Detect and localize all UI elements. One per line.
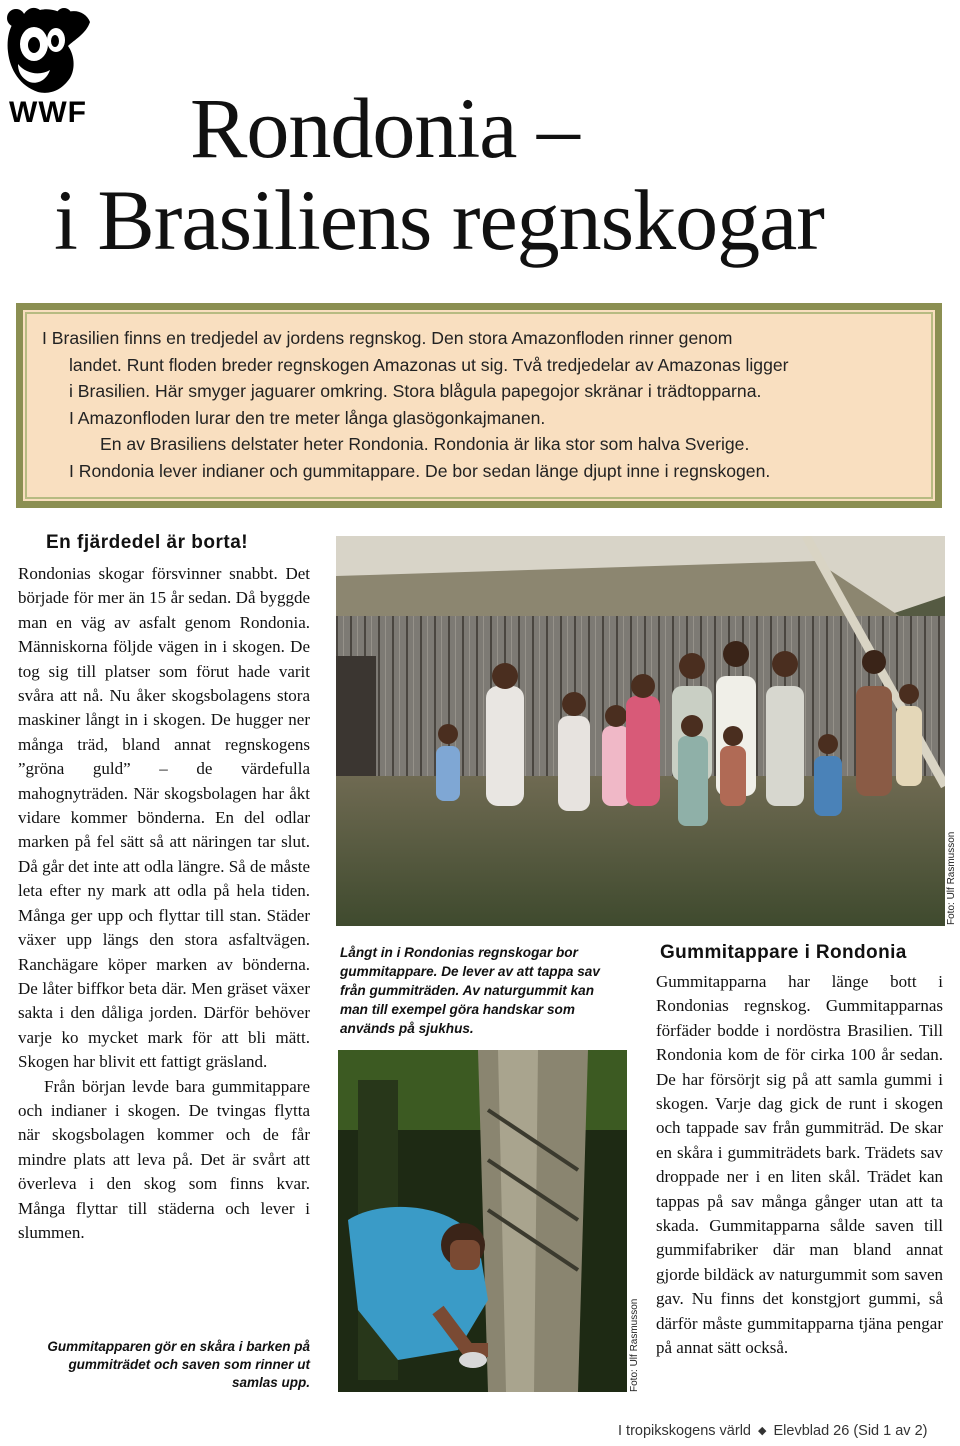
- right-column-text: Gummitapparna har länge bott i Rondonias regnskog. Gummitapparnas förfäder bodde i nordöstra Brasilien. Till Rondonia kom de för cirka 100 år sedan. De har försörjt sig på att samla gummi i skogen. Varje dag gick de runt i skogen och tappade sav från gummiträd. De skar en skåra i gummiträdets bark. Trädets sav droppade ner i en liten skål. Trädet kan tappas på sav många gånger utan att ta skada. Gummitapparna sålde saven till gummifabriker där man bland annat gjorde bildäck av naturgummit som saven gav. Nu finns det konstgjort gummi, så därför måste gummitapparna tjäna pengar på annat sätt också.: [656, 972, 943, 1358]
- photo-caption-village: Långt in i Rondonias regnskogar bor gummitappare. De lever av att tappa sav från gummiträden. Av naturgummit kan man till exempel göra handskar som används på sjukhus.: [340, 945, 600, 1036]
- left-heading: En fjärdedel är borta!: [46, 532, 249, 553]
- title-line-2: i Brasiliens regnskogar: [54, 172, 824, 268]
- left-paragraph-1: Rondonias skogar försvinner snabbt. Det började för mer än 15 år sedan. Då byggde man en väg av asfalt genom Rondonia. Människorna följde vägen in i skogen. De tog sig till platser som förut hade varit svåra att nå. Nu åker skogsbolagens stora maskiner långt in i skogen. De hugger ner många träd, bland annat regnskogens ”gröna guld” – de värdefulla mahognyträden. När skogsbolagen har åkt vidare kommer bönderna. En del odlar marken på fel sätt så att näringen tar slut. Då går det inte att odla längre. Så de måste leta efter ny mark att odla på hela tiden. Många ger upp och flyttar till stan. Städer växer upp längs den stora asfaltvägen. Ranchägare köper marken av bönderna. De låter biffkor beta där. Men gräset växer sakta i den dåliga jorden. Därför behöver varje ko mycket mark för att bli mätt. Skogen har blivit ett fattigt gräsland.: [18, 564, 310, 1072]
- left-paragraph-2: Från början levde bara gummitappare och indianer i skogen. De tvingas flytta när skogsbolagen kommer och de får mindre plats att leva på. Det är svårt att överleva i den skog som finns kvar. Många flyttar till städerna och lever i slummen.: [18, 1076, 310, 1242]
- photo-rubber-tapping: [338, 1050, 627, 1392]
- photo-caption-tapping: Gummitapparen gör en skåra i barken på gummiträdet och saven som rinner ut samlas upp.: [47, 1339, 310, 1390]
- intro-box: [16, 303, 942, 508]
- footer-page-info: Elevblad 26 (Sid 1 av 2): [773, 1423, 928, 1439]
- left-column-text: [18, 562, 310, 1245]
- intro-line: I Amazonfloden lurar den tre meter långa glasögonkajmanen.: [69, 407, 546, 428]
- title-line-1: Rondonia –: [190, 80, 579, 176]
- intro-line: landet. Runt floden breder regnskogen Amazonas ut sig. Två tredjedelar av Amazonas ligger: [69, 354, 789, 375]
- diamond-icon: ◆: [758, 1425, 767, 1437]
- footer-series: I tropikskogens värld: [618, 1423, 751, 1439]
- page-title: [40, 82, 940, 266]
- logo-text: WWF: [9, 96, 87, 129]
- intro-text: [42, 325, 902, 484]
- intro-line: i Brasilien. Här smyger jaguarer omkring. Stora blågula papegojor skränar i trädtopparna.: [69, 381, 762, 401]
- intro-line: I Brasilien finns en tredjedel av jordens regnskog. Den stora Amazonfloden rinner genom: [42, 328, 733, 348]
- photo-credit: Foto: Ulf Rasmusson: [946, 831, 957, 925]
- intro-line: En av Brasiliens delstater heter Rondonia. Rondonia är lika stor som halva Sverige.: [100, 434, 750, 454]
- intro-line: I Rondonia lever indianer och gummitappare. De bor sedan länge djupt inne i regnskogen.: [69, 460, 771, 481]
- footer: [618, 1423, 927, 1439]
- photo-rubber-tapper-family: [336, 536, 945, 926]
- right-heading: Gummitappare i Rondonia: [660, 942, 907, 963]
- photo-credit: Foto: Ulf Rasmusson: [629, 1298, 640, 1392]
